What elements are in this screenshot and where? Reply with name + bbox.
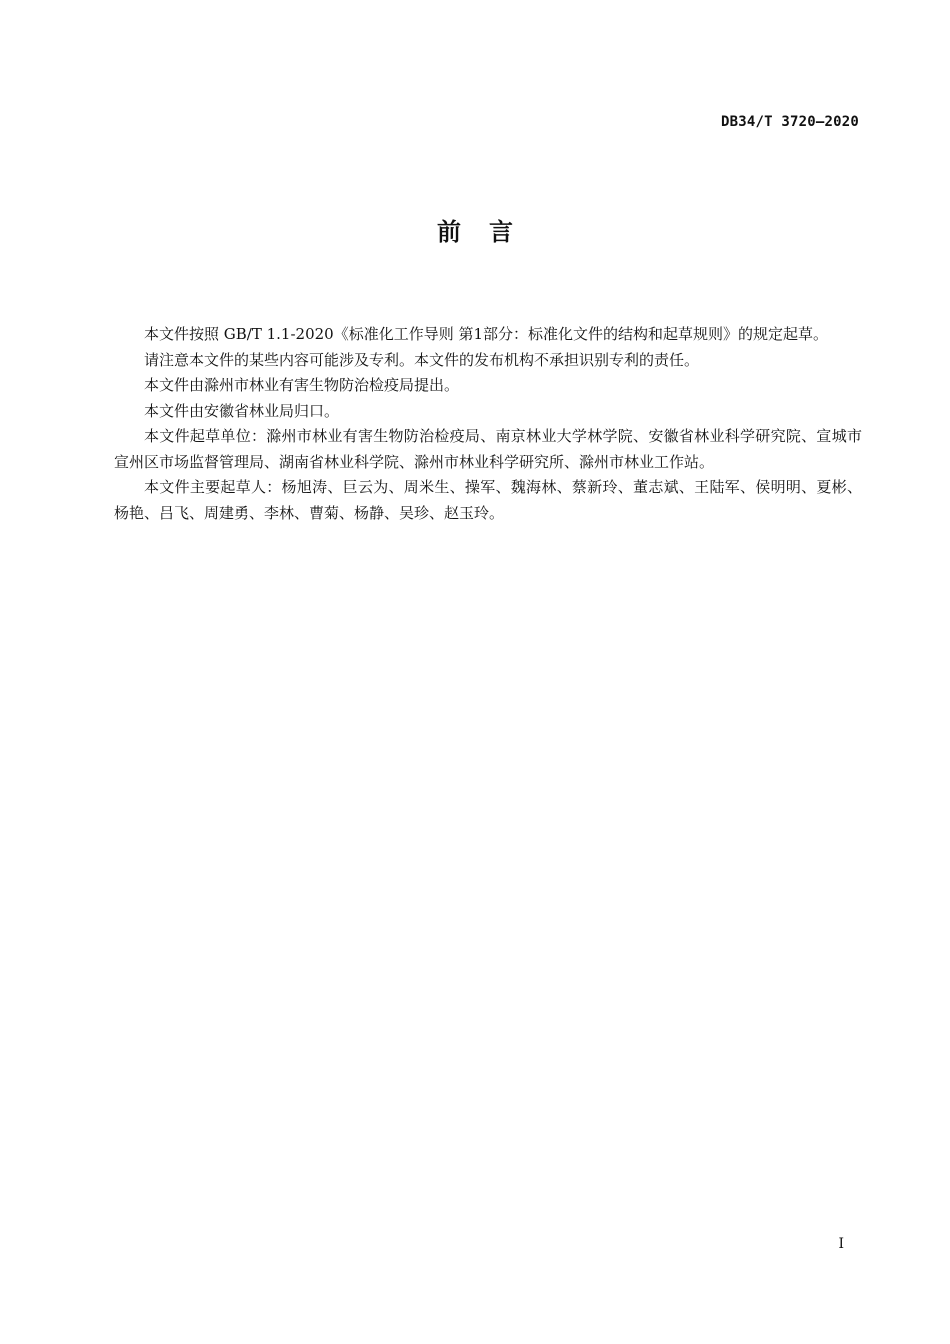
page-title <box>0 212 950 247</box>
paragraph-standard-basis: 本文件按照 GB/T 1.1-2020《标准化工作导则 第1部分：标准化文件的结构和起草规则》的规定起草。 <box>144 325 829 343</box>
paragraph-patent-notice: 请注意本文件的某些内容可能涉及专利。本文件的发布机构不承担识别专利的责任。 <box>144 350 700 369</box>
paragraph-drafters: 本文件主要起草人：杨旭涛、巨云为、周米生、操军、魏海林、蔡新玲、董志斌、王陆军、侯明明、夏彬、杨艳、吕飞、周建勇、李林、曹菊、杨静、吴珍、赵玉玲。 <box>114 478 862 522</box>
title-char-2: 言 <box>489 218 513 246</box>
paragraph-proposer: 本文件由滁州市林业有害生物防治检疫局提出。 <box>144 376 460 394</box>
title-char-1: 前 <box>437 218 461 246</box>
page-number: I <box>838 1236 844 1252</box>
paragraph-administrator: 本文件由安徽省林业局归口。 <box>144 401 340 420</box>
paragraph-drafting-units: 本文件起草单位：滁州市林业有害生物防治检疫局、南京林业大学林学院、安徽省林业科学研究院、宣城市宣州区市场监督管理局、湖南省林业科学院、滁州市林业科学研究所、滁州市林业工作站。 <box>114 427 862 471</box>
foreword-body <box>114 322 862 526</box>
document-code: DB34/T 3720—2020 <box>720 114 859 130</box>
